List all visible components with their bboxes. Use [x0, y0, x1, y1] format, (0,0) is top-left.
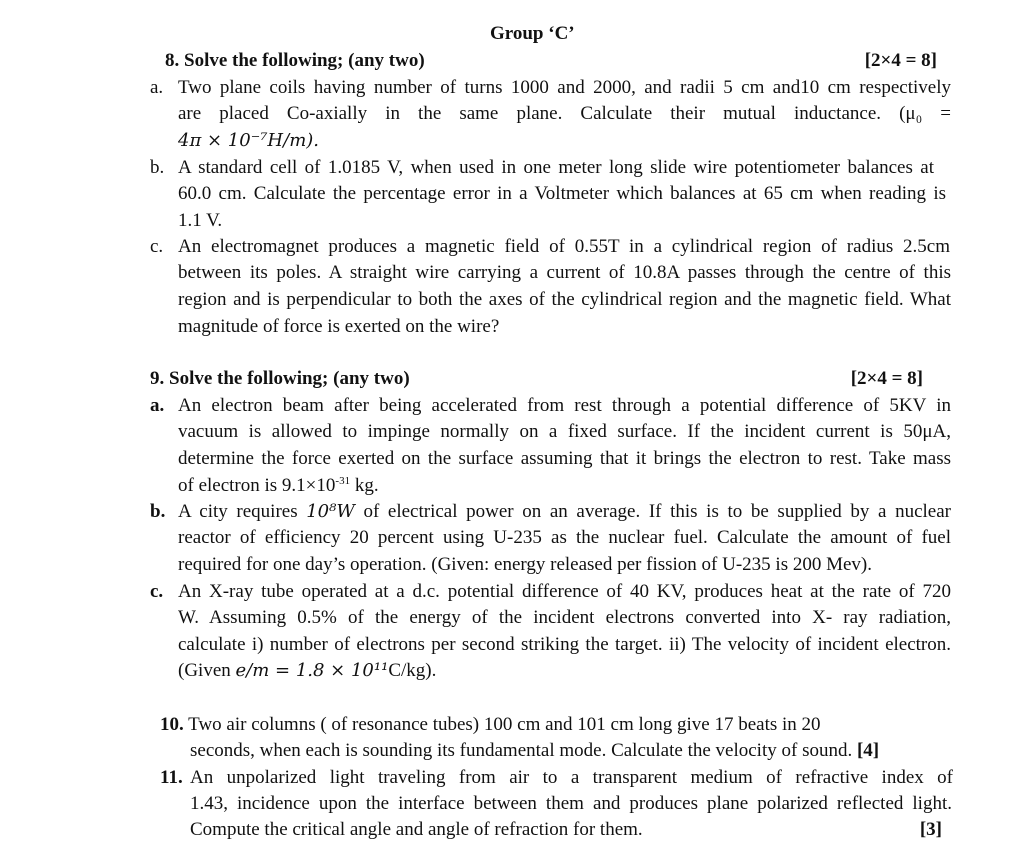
question-11-marks: [3]: [919, 819, 942, 840]
question-8-number: 8.: [165, 50, 180, 71]
question-11-number: 11.: [160, 767, 183, 788]
q9b-line1: [178, 500, 951, 524]
q9c-line2: W. Assuming 0.5% of the energy of the incident electrons converted into X- ray radiation,: [178, 607, 951, 628]
question-10-line2: [190, 739, 879, 763]
q9c-line3: calculate i) number of electrons per second striking the target. ii) The velocity of incident electron.: [178, 634, 951, 655]
question-10-line1: [160, 713, 821, 737]
q9c-line1: An X-ray tube operated at a d.c. potential difference of 40 KV, produces heat at the rate of 720: [178, 581, 951, 602]
q9b-line1-pre: A city requires: [178, 501, 307, 522]
q9c-label: c.: [150, 581, 164, 602]
question-8-header: [165, 49, 937, 73]
q9b-line2: reactor of efficiency 20 percent using U-235 as the nuclear fuel. Calculate the amount of fuel: [178, 527, 951, 548]
q9b-line3: required for one day’s operation. (Given: energy released per fission of U-235 is 200 Mev).: [178, 554, 873, 575]
q9c-line4-post: C/kg).: [388, 660, 437, 681]
q9a-line1: An electron beam after being accelerated from rest through a potential difference of 5KV in: [178, 395, 951, 416]
q8c-line1: An electromagnet produces a magnetic field of 0.55T in a cylindrical region of radius 2.5cm: [178, 236, 950, 257]
q8a-label: a.: [150, 77, 164, 98]
q8b-line3: 1.1 V.: [178, 210, 223, 231]
question-11-line2: 1.43, incidence upon the interface between them and produces plane polarized reflected light.: [190, 793, 952, 814]
question-11-line3: Compute the critical angle and angle of refraction for them.: [190, 819, 643, 840]
q9b-label: b.: [150, 501, 166, 522]
q9a-line4-unit: kg.: [350, 475, 379, 496]
q8a-line1: Two plane coils having number of turns 1000 and 2000, and radii 5 cm and10 cm respectively: [178, 77, 951, 98]
q9b-power-math: 10⁸W: [306, 501, 355, 522]
question-8-heading: Solve the following; (any two): [184, 50, 425, 71]
question-9-number: 9.: [150, 368, 165, 389]
q9a-line2: vacuum is allowed to impinge normally on a fixed surface. If the incident current is 50μA,: [178, 421, 951, 442]
q8b-line1: A standard cell of 1.0185 V, when used in one meter long slide wire potentiometer balances at: [178, 157, 934, 178]
question-8-marks: [2×4 = 8]: [864, 50, 937, 71]
q9a-exponent: -31: [335, 475, 351, 487]
q8b-line2: 60.0 cm. Calculate the percentage error in a Voltmeter which balances at 65 cm when reading is: [178, 183, 946, 204]
q8c-label: c.: [150, 236, 164, 257]
q9b-line1-post: of electrical power on an average. If this is to be supplied by a nuclear: [354, 501, 952, 522]
question-10-marks: [4]: [856, 740, 880, 761]
question-11-line3-row: [190, 818, 942, 842]
q9c-line4-pre: (Given: [178, 660, 236, 681]
q8b-label: b.: [150, 157, 165, 178]
question-9-heading: Solve the following; (any two): [169, 368, 410, 389]
q9a-line4: [178, 474, 379, 498]
q9a-label: a.: [150, 395, 165, 416]
question-11-line1: An unpolarized light traveling from air to a transparent medium of refractive index of: [190, 767, 953, 788]
q9c-line4: [178, 659, 436, 683]
q9c-ratio-math: e/m = 1.8 × 10¹¹: [235, 660, 389, 681]
q9a-line3: determine the force exerted on the surface assuming that it brings the electron to rest. Take mass: [178, 448, 951, 469]
question-9-marks: [2×4 = 8]: [850, 368, 923, 389]
question-10-text1: Two air columns ( of resonance tubes) 100 cm and 101 cm long give 17 beats in 20: [188, 714, 821, 735]
q8c-line2: between its poles. A straight wire carrying a current of 10.8A passes through the centre of this: [178, 262, 951, 283]
q8c-line3: region and is perpendicular to both the axes of the cylindrical region and the magnetic field. What: [178, 289, 951, 310]
question-10-number: 10.: [160, 714, 184, 735]
group-title: Group ‘C’: [490, 23, 575, 44]
q8c-line4: magnitude of force is exerted on the wire?: [178, 316, 500, 337]
question-9-header: [150, 367, 923, 391]
q9a-line4-text: of electron is 9.1×10: [178, 475, 336, 496]
question-10-text2: seconds, when each is sounding its fundamental mode. Calculate the velocity of sound.: [190, 740, 853, 761]
q8a-line3: 4π × 10⁻⁷H/m).: [178, 130, 320, 151]
q8a-line2: are placed Co-axially in the same plane. Calculate their mutual inductance. (μ₀ =: [178, 103, 951, 124]
